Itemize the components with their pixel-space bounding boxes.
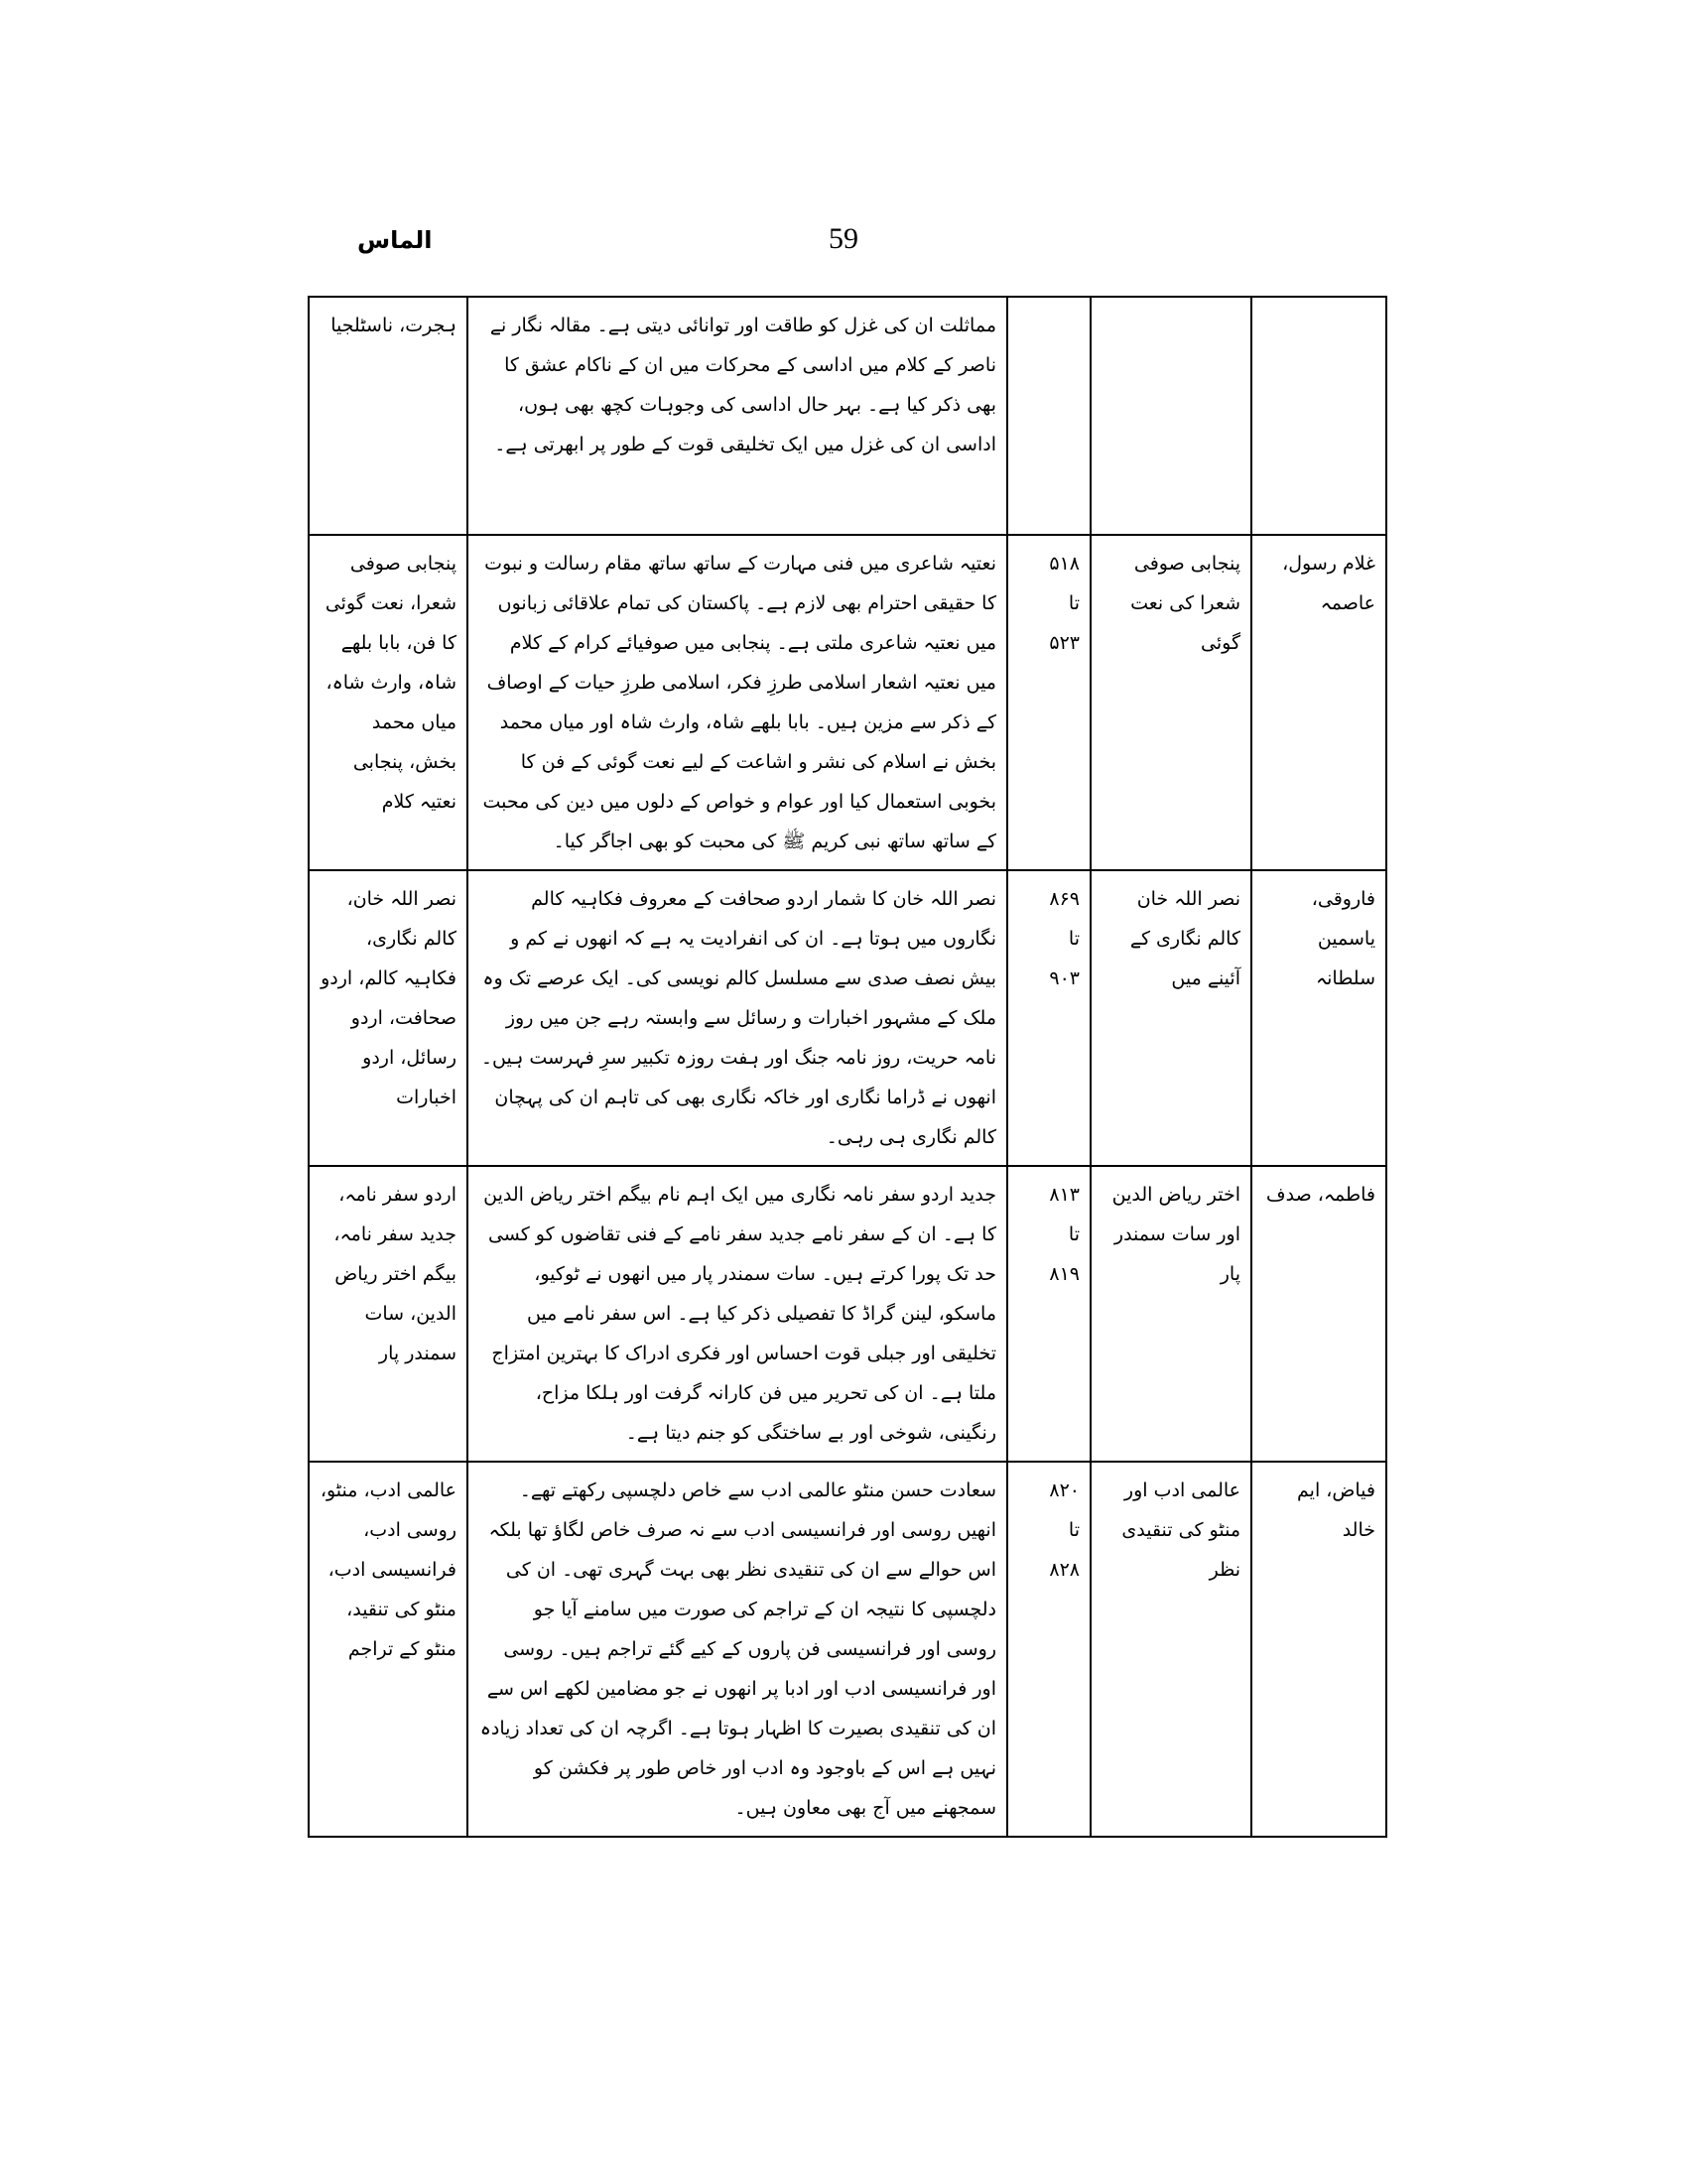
keywords-cell: پنجابی صوفی شعرا، نعت گوئی کا فن، بابا بلھے شاہ، وارث شاہ، میاں محمد بخش، پنجابی نعتیہ کلام xyxy=(309,535,467,870)
keywords-cell: اردو سفر نامہ، جدید سفر نامہ، بیگم اختر ریاض الدین، سات سمندر پار xyxy=(309,1166,467,1462)
page-to-word: تا xyxy=(1068,1519,1080,1541)
title-cell: پنجابی صوفی شعرا کی نعت گوئی xyxy=(1091,535,1251,870)
page-to-word: تا xyxy=(1068,928,1080,950)
author-cell: فاطمہ، صدف xyxy=(1251,1166,1386,1462)
author-cell: فاروقی، یاسمین سلطانہ xyxy=(1251,870,1386,1166)
page-to-word: تا xyxy=(1068,592,1080,614)
title-cell: نصر اللہ خان کالم نگاری کے آئینے میں xyxy=(1091,870,1251,1166)
abstract-cell: جدید اردو سفر نامہ نگاری میں ایک اہم نام بیگم اختر ریاض الدین کا ہے۔ ان کے سفر نامے جدید سفر نامے کے فنی تقاضوں کو کسی حد تک پورا کرتے ہیں۔ سات سمندر پار میں انھوں نے ٹوکیو، ماسکو، لینن گراڈ کا تفصیلی ذکر کیا ہے۔ اس سفر نامے میں تخلیقی اور جبلی قوت احساس اور فکری ادراک کا بہترین امتزاج ملتا ہے۔ ان کی تحریر میں فن کارانہ گرفت اور ہلکا مزاح، رنگینی، شوخی اور بے ساختگی کو جنم دیتا ہے۔ xyxy=(467,1166,1007,1462)
page-to: ۵۲۳ xyxy=(1049,632,1080,654)
keywords-cell: عالمی ادب، منٹو، روسی ادب، فرانسیسی ادب، منٹو کی تنقید، منٹو کے تراجم xyxy=(309,1462,467,1837)
table-row xyxy=(309,1462,1386,1837)
table-row xyxy=(309,1166,1386,1462)
abstract-cell: نصر اللہ خان کا شمار اردو صحافت کے معروف فکاہیہ کالم نگاروں میں ہوتا ہے۔ ان کی انفرادیت یہ ہے کہ انھوں نے کم و بیش نصف صدی سے مسلسل کالم نویسی کی۔ ایک عرصے تک وہ ملک کے مشہور اخبارات و رسائل سے وابستہ رہے جن میں روز نامہ حریت، روز نامہ جنگ اور ہفت روزہ تکبیر سرِ فہرست ہیں۔ انھوں نے ڈراما نگاری اور خاکہ نگاری بھی کی تاہم ان کی پہچان کالم نگاری ہی رہی۔ xyxy=(467,870,1007,1166)
table-row xyxy=(309,870,1386,1166)
keywords-cell: نصر اللہ خان، کالم نگاری، فکاہیہ کالم، اردو صحافت، اردو رسائل، اردو اخبارات xyxy=(309,870,467,1166)
table-row xyxy=(309,297,1386,535)
page-from: ۸۲۰ xyxy=(1049,1479,1080,1501)
page-to-word: تا xyxy=(1068,1223,1080,1245)
page-from: ۸۶۹ xyxy=(1049,888,1080,910)
title-cell: عالمی ادب اور منٹو کی تنقیدی نظر xyxy=(1091,1462,1251,1837)
abstract-cell: سعادت حسن منٹو عالمی ادب سے خاص دلچسپی رکھتے تھے۔ انھیں روسی اور فرانسیسی ادب سے نہ صرف خاص لگاؤ تھا بلکہ اس حوالے سے ان کی تنقیدی نظر بھی بہت گہری تھی۔ ان کی دلچسپی کا نتیجہ ان کے تراجم کی صورت میں سامنے آیا جو روسی اور فرانسیسی فن پاروں کے کیے گئے تراجم ہیں۔ روسی اور فرانسیسی ادب اور ادبا پر انھوں نے جو مضامین لکھے اس سے ان کی تنقیدی بصیرت کا اظہار ہوتا ہے۔ اگرچہ ان کی تعداد زیادہ نہیں ہے اس کے باوجود وہ ادب اور خاص طور پر فکشن کو سمجھنے میں آج بھی معاون ہیں۔ xyxy=(467,1462,1007,1837)
keywords-cell: ہجرت، ناسٹلجیا xyxy=(309,297,467,535)
author-cell: فیاض، ایم خالد xyxy=(1251,1462,1386,1837)
page-to: ۸۱۹ xyxy=(1049,1263,1080,1285)
title-cell xyxy=(1091,297,1251,535)
table-row xyxy=(309,535,1386,870)
author-cell: غلام رسول، عاصمہ xyxy=(1251,535,1386,870)
page-to: ۸۲۸ xyxy=(1049,1559,1080,1581)
abstract-cell: مماثلت ان کی غزل کو طاقت اور توانائی دیتی ہے۔ مقالہ نگار نے ناصر کے کلام میں اداسی کے محرکات میں ان کے ناکام عشق کا بھی ذکر کیا ہے۔ بہر حال اداسی کی وجوہات کچھ بھی ہوں، اداسی ان کی غزل میں ایک تخلیقی قوت کے طور پر ابھرتی ہے۔ xyxy=(467,297,1007,535)
author-cell xyxy=(1251,297,1386,535)
abstract-cell: نعتیہ شاعری میں فنی مہارت کے ساتھ ساتھ مقام رسالت و نبوت کا حقیقی احترام بھی لازم ہے۔ پاکستان کی تمام علاقائی زبانوں میں نعتیہ شاعری ملتی ہے۔ پنجابی میں صوفیائے کرام کے کلام میں نعتیہ اشعار اسلامی طرزِ فکر، اسلامی طرزِ حیات کے اوصاف کے ذکر سے مزین ہیں۔ بابا بلھے شاہ، وارث شاہ اور میاں محمد بخش نے اسلام کی نشر و اشاعت کے لیے نعت گوئی کے فن کا بخوبی استعمال کیا اور عوام و خواص کے دلوں میں دین کی محبت کے ساتھ ساتھ نبی کریم ﷺ کی محبت کو بھی اجاگر کیا۔ xyxy=(467,535,1007,870)
pages-cell xyxy=(1007,535,1091,870)
page-to: ۹۰۳ xyxy=(1049,967,1080,989)
pages-cell xyxy=(1007,870,1091,1166)
page-from: ۸۱۳ xyxy=(1049,1184,1080,1206)
pages-cell xyxy=(1007,1462,1091,1837)
page-from: ۵۱۸ xyxy=(1049,553,1080,575)
abstracts-table xyxy=(308,296,1387,1838)
pages-cell xyxy=(1007,297,1091,535)
journal-title: الماس xyxy=(357,226,433,254)
page-number: 59 xyxy=(829,222,858,255)
pages-cell xyxy=(1007,1166,1091,1462)
title-cell: اختر ریاض الدین اور سات سمندر پار xyxy=(1091,1166,1251,1462)
